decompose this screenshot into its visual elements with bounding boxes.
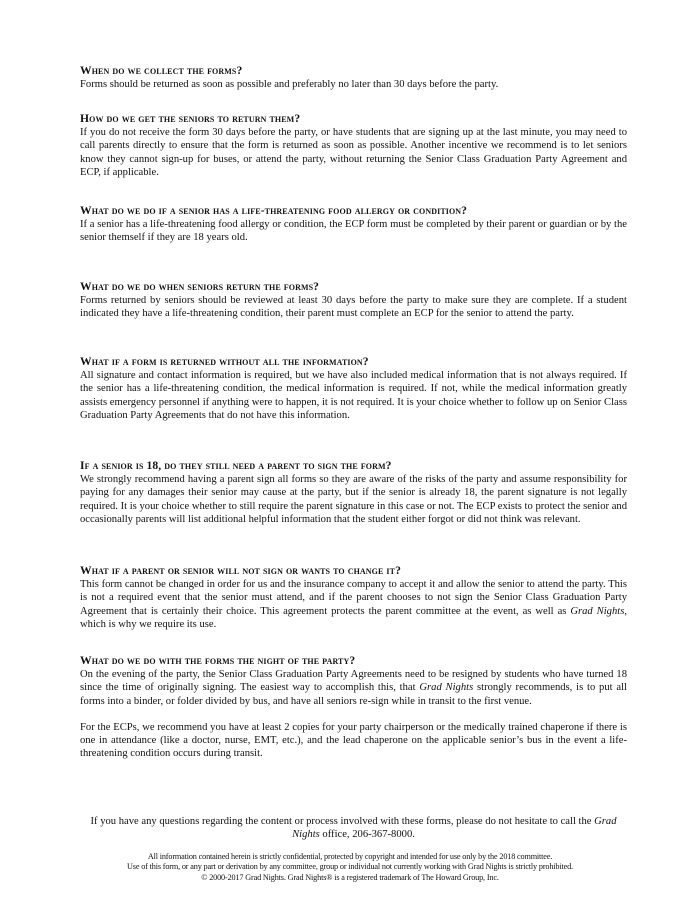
legal-line: Use of this form, or any part or derivation by any committee, group or individual not currently working with Grad Nights is strictly prohibited. <box>127 862 573 872</box>
legal-line: © 2000-2017 Grad Nights. Grad Nights® is a registered trademark of The Howard Group, Inc. <box>201 872 499 882</box>
answer-text: If a senior has a life-threatening food allergy or condition, the ECP form must be completed by their parent or guardian or by the senior themself if they are 18 years old. <box>80 219 627 244</box>
question-heading: How do we get the seniors to return them? <box>80 112 301 125</box>
faq-allergy <box>80 203 627 245</box>
faq-return-forms <box>80 111 627 179</box>
answer-text: Forms should be returned as soon as possible and preferably no later than 30 days before the party. <box>80 79 499 90</box>
answer-text: We strongly recommend having a parent sign all forms so they are aware of the risks of the party and assume responsibility for paying for any damages their senior may cause at the party, but if the senior is already 18, the parent signature is not legally required. It is your choice whether to still require the parent signature in this case or not. The ECP exists to protect the senior and occasionally parents will list additional helpful information that the student either forgot or did not think was relevant. <box>80 474 627 525</box>
legal-notice <box>60 852 640 883</box>
answer-text: Forms returned by seniors should be reviewed at least 30 days before the party to make sure they are complete. If a student indicated they have a life-threatening condition, their parent must complete an ECP for the senior to attend the party. <box>80 295 627 320</box>
grad-nights-name: Grad Nights <box>419 682 474 694</box>
answer-text: All signature and contact information is required, but we have also included medical information that is not always required. If the senior has a life-threatening condition, the medical information is required. If not, while the medical information greatly assists emergency personnel if anything were to happen, it is not required. It is your choice whether to follow up on Senior Class Graduation Party Agreements that do not have this information. <box>80 370 627 421</box>
grad-nights-name: Grad Nights <box>292 816 617 841</box>
answer-text: If you do not receive the form 30 days before the party, or have students that are signing up at the last minute, you may need to call parents directly to ensure that the form is returned as soon as possible. Another incentive we recommend is to let seniors know they cannot sign-up for buses, or attend the party, without returning the Senior Class Graduation Party Agreement and ECP, if applicable. <box>80 127 627 178</box>
answer-text-ecp: For the ECPs, we recommend you have at least 2 copies for your party chairperson or the medically trained chaperone if there is one in attendance (like a doctor, nurse, EMT, etc.), and the lead chaperone on the applicable senior’s bus in the event a life-threatening condition occurs during transit. <box>80 721 627 760</box>
question-heading: What if a parent or senior will not sign or wants to change it? <box>80 564 401 577</box>
faq-collect-forms <box>80 63 627 91</box>
question-heading: What do we do if a senior has a life-threatening food allergy or condition? <box>80 204 468 217</box>
contact-note: If you have any questions regarding the content or process involved with these forms, please do not hesitate to call the Grad Nights office, 206-367-8000. <box>90 816 617 841</box>
question-heading: If a senior is 18, do they still need a parent to sign the form? <box>80 459 392 472</box>
faq-night-of-party <box>80 653 627 761</box>
question-heading: What if a form is returned without all the information? <box>80 355 369 368</box>
question-heading: When do we collect the forms? <box>80 64 243 77</box>
faq-age-18 <box>80 458 627 526</box>
faq-missing-info <box>80 354 627 422</box>
faq-refuse-sign <box>80 563 627 631</box>
answer-text: This form cannot be changed in order for us and the insurance company to accept it and allow the senior to attend the party. This is not a required event that the senior must attend, and if the parent chooses to not sign the Senior Class Graduation Party Agreement that is certainly their choice. This agreement protects the parent committee at the event, as well as Grad Nights, which is why we require its use. <box>80 579 628 630</box>
faq-review-forms <box>80 279 627 321</box>
question-heading: What do we do with the forms the night of the party? <box>80 654 356 667</box>
grad-nights-name: Grad Nights <box>570 605 625 617</box>
answer-text: On the evening of the party, the Senior Class Graduation Party Agreements need to be resigned by students who have turned 18 since the time of originally signing. The easiest way to accomplish this, that Grad Nights strongly recommends, is to put all forms into a binder, or folder divided by bus, and have all seniors re-sign while in transit to the first venue. <box>80 669 627 707</box>
question-heading: What do we do when seniors return the forms? <box>80 280 320 293</box>
legal-line: All information contained herein is strictly confidential, protected by copyright and intended for use only by the 2018 committee. <box>147 852 553 861</box>
